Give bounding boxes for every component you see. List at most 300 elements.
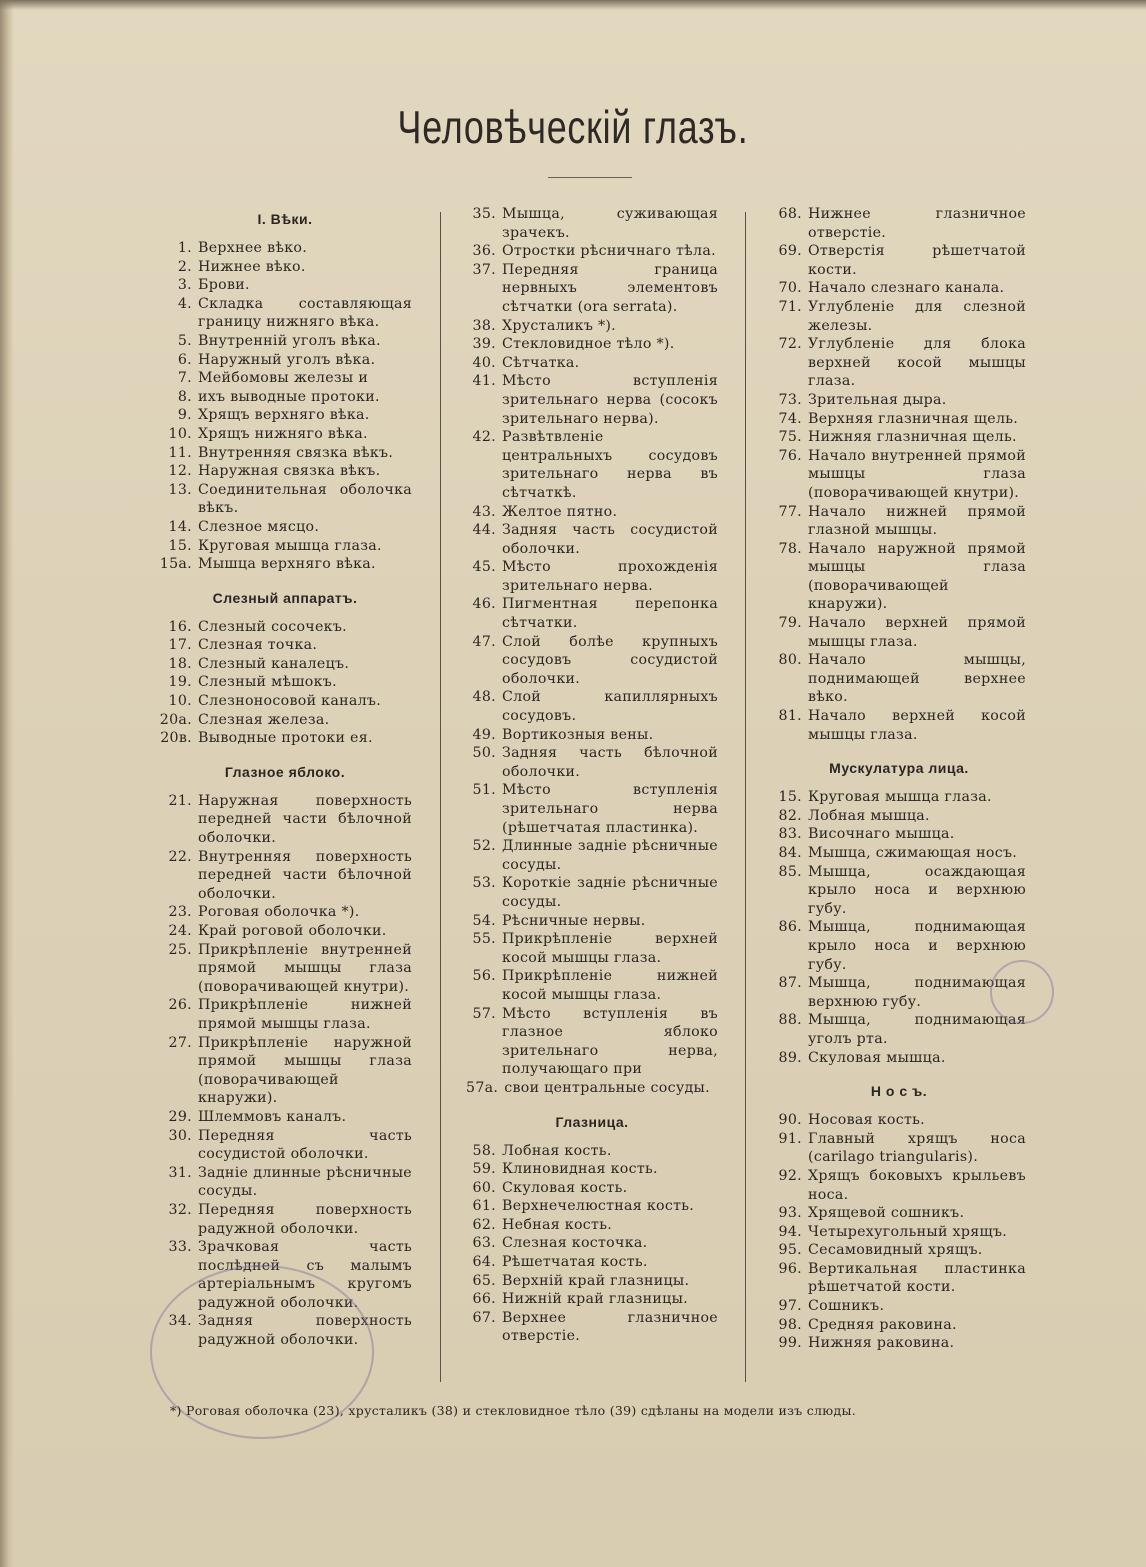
legend-item (158, 239, 412, 258)
item-text: Начало наружной прямой мышцы глаза (поворачивающей кнаружи). (808, 540, 1026, 613)
legend-item (772, 1204, 1026, 1223)
item-text: Слезная косточка. (502, 1235, 648, 1252)
item-number: 45. (472, 559, 496, 576)
legend-item (772, 1167, 1026, 1204)
legend-item (466, 372, 718, 428)
legend-item (158, 673, 412, 692)
item-number: 6. (177, 351, 192, 368)
item-text: Сошникъ. (808, 1298, 885, 1315)
item-text: Мышца верхняго вѣка. (198, 556, 376, 573)
legend-item (158, 711, 412, 730)
item-number: 14. (168, 518, 192, 535)
item-number: 11. (168, 444, 192, 461)
item-text: Начало верхней прямой мышцы глаза. (808, 615, 1026, 650)
item-number: 15а. (159, 556, 192, 573)
legend-item (772, 651, 1026, 707)
item-text: Прикрѣпленіе нижней прямой мышцы глаза. (198, 997, 412, 1032)
legend-item (158, 996, 412, 1033)
legend-item (466, 558, 718, 595)
item-text: Рѣшетчатая кость. (502, 1254, 648, 1271)
column-divider-1 (440, 212, 441, 1382)
item-number: 10. (168, 693, 192, 710)
item-number: 24. (168, 923, 192, 939)
item-number: 79. (778, 615, 802, 632)
item-text: Мейбомовы железы и (198, 370, 369, 387)
legend-item (466, 335, 718, 354)
item-number: 41. (472, 373, 496, 390)
item-number: 58. (472, 1142, 496, 1159)
column-2 (466, 205, 718, 1356)
legend-item (158, 406, 412, 425)
item-number: 25. (168, 941, 192, 958)
item-number: 35. (472, 206, 496, 222)
item-text: Задняя поверхность радужной оболочки. (198, 1313, 412, 1349)
legend-item (158, 388, 412, 407)
item-number: 84. (778, 845, 802, 861)
item-text: Задняя часть бѣлочной оболочки. (502, 745, 718, 780)
legend-item (466, 1142, 718, 1161)
item-number: 27. (168, 1034, 192, 1051)
item-text: Хрящъ боковыхъ крыльевъ носа. (808, 1167, 1026, 1203)
item-text: Нижняя раковина. (808, 1335, 955, 1352)
legend-item (772, 1130, 1026, 1167)
legend-item (466, 1197, 718, 1216)
item-text: Верхнее глазничное отверстіе. (502, 1309, 718, 1345)
item-number: 32. (168, 1201, 192, 1218)
item-text: Роговая оболочка *). (198, 904, 360, 921)
item-text: свои центральные сосуды. (504, 1079, 710, 1096)
legend-item (772, 279, 1026, 298)
legend-item (466, 1309, 718, 1346)
item-number: 47. (472, 633, 496, 650)
item-text: Длинные задніе рѣсничные сосуды. (502, 838, 718, 873)
item-text: Слой капиллярныхъ сосудовъ. (502, 689, 718, 725)
item-number: 43. (472, 503, 496, 520)
item-text: Нижнее вѣко. (198, 258, 306, 275)
legend-item (772, 205, 1026, 242)
item-text: Желтое пятно. (502, 503, 618, 520)
item-number: 70. (778, 280, 802, 297)
item-text: Клиновидная кость. (502, 1161, 658, 1178)
item-number: 57. (472, 1005, 496, 1022)
legend-item (158, 369, 412, 388)
item-number: 10. (168, 425, 192, 442)
item-text: Верхнее вѣко. (198, 240, 308, 256)
legend-item (772, 707, 1026, 744)
item-text: Носовая кость. (808, 1112, 925, 1129)
item-text: Нижнее глазничное отверстіе. (808, 206, 1026, 241)
item-number: 34. (168, 1313, 192, 1330)
item-number: 61. (472, 1198, 496, 1215)
ink-stamp-mark (990, 960, 1054, 1024)
item-number: 59. (472, 1161, 496, 1178)
item-number: 74. (778, 410, 802, 427)
item-text: Край роговой оболочки. (198, 923, 387, 939)
item-number: 29. (168, 1108, 192, 1125)
item-number: 52. (472, 838, 496, 855)
item-text: Нижняя глазничная щель. (808, 429, 1017, 446)
item-text: Мѣсто вступленія зрительнаго нерва (сосокъ зрительнаго нерва). (502, 373, 718, 427)
item-text: Верхній край глазницы. (502, 1272, 690, 1289)
legend-item (466, 1290, 718, 1309)
legend-item (466, 428, 718, 502)
item-number: 3. (177, 277, 192, 294)
item-text: Отростки рѣсничнаго тѣла. (502, 243, 716, 260)
item-number: 12. (168, 463, 192, 480)
item-number: 5. (177, 332, 192, 349)
item-number: 98. (778, 1316, 802, 1333)
item-text: Хрящъ нижняго вѣка. (198, 425, 368, 442)
legend-item (466, 1079, 718, 1098)
legend-item (158, 692, 412, 711)
legend-item (772, 863, 1026, 919)
item-number: 20а. (159, 711, 192, 728)
legend-item (466, 595, 718, 632)
legend-item (772, 391, 1026, 410)
item-number: 30. (168, 1127, 192, 1144)
item-number: 95. (778, 1242, 802, 1259)
item-number: 19. (168, 674, 192, 691)
item-text: Зрительная дыра. (808, 391, 947, 408)
item-number: 69. (778, 243, 802, 260)
item-text: Прикрѣпленіе нижней косой мышцы глаза. (502, 968, 718, 1003)
item-text: Лобная мышца. (808, 807, 930, 824)
legend-item (158, 655, 412, 674)
item-text: Хрусталикъ *). (502, 317, 616, 334)
item-number: 40. (472, 354, 496, 371)
item-text: Прикрѣпленіе внутренней прямой мышцы глаза (поворачивающей кнутри). (198, 941, 412, 995)
legend-item (466, 633, 718, 689)
item-text: Развѣтвленіе центральныхъ сосудовъ зрительнаго нерва въ сѣтчаткѣ. (502, 429, 718, 501)
item-text: Короткіе задніе рѣсничные сосуды. (502, 875, 718, 910)
item-text: Сесамовидный хрящъ. (808, 1242, 983, 1259)
item-text: Начало внутренней прямой мышцы глаза (поворачивающей кнутри). (808, 447, 1026, 501)
legend-item (772, 1241, 1026, 1260)
item-number: 55. (472, 931, 496, 948)
item-text: Наружная поверхность передней части бѣлочной оболочки. (198, 792, 412, 847)
item-text: ихъ выводные протоки. (198, 388, 380, 405)
legend-item (772, 410, 1026, 429)
item-number: 64. (472, 1254, 496, 1271)
item-text: Стекловидное тѣло *). (502, 336, 675, 353)
legend-item (158, 1034, 412, 1108)
legend-item (158, 636, 412, 655)
item-text: Мышца, суживающая зрачекъ. (502, 206, 718, 241)
legend-item (158, 518, 412, 537)
title-divider (548, 177, 632, 178)
legend-item (772, 1334, 1026, 1353)
item-text: Скуловая мышца. (808, 1049, 946, 1066)
item-text: Соединительная оболочка вѣкъ. (198, 481, 412, 517)
item-text: Зрачковая часть послѣдней съ малымъ артеріальнымъ кругомъ радужной оболочки. (198, 1239, 412, 1311)
legend-item (158, 1164, 412, 1201)
item-number: 72. (778, 336, 802, 353)
legend-item (158, 481, 412, 518)
item-number: 90. (778, 1112, 802, 1129)
legend-item (772, 1011, 1026, 1048)
item-number: 42. (472, 429, 496, 446)
legend-item (772, 447, 1026, 503)
item-text: Мѣсто вступленія въ глазное яблоко зрительнаго нерва, получающаго при (502, 1005, 718, 1078)
item-text: Круговая мышца глаза. (808, 789, 992, 806)
legend-item (158, 444, 412, 463)
item-text: Пигментная перепонка сѣтчатки. (502, 596, 718, 632)
legend-item (158, 555, 412, 574)
legend-item (772, 614, 1026, 651)
item-number: 71. (778, 298, 802, 315)
item-text: Лобная кость. (502, 1142, 612, 1159)
item-text: Круговая мышца глаза. (198, 537, 382, 554)
item-text: Слой болѣе крупныхъ сосудовъ сосудистой оболочки. (502, 633, 718, 687)
item-text: Внутренняя поверхность передней части бѣлочной оболочки. (198, 848, 412, 902)
legend-item (158, 903, 412, 922)
item-text: Вертикальная пластинка рѣшетчатой кости. (808, 1260, 1026, 1296)
item-number: 31. (168, 1164, 192, 1181)
item-text: Верхнечелюстная кость. (502, 1198, 695, 1215)
item-text: Мышца, поднимающая верхнюю губу. (808, 975, 1026, 1010)
item-text: Мышца, поднимающая крыло носа и верхнюю губу. (808, 919, 1026, 973)
item-number: 73. (778, 391, 802, 408)
item-number: 17. (168, 637, 192, 654)
legend-item (466, 726, 718, 745)
legend-item (158, 792, 412, 848)
legend-item (158, 848, 412, 904)
item-text: Брови. (198, 277, 250, 294)
legend-item (772, 1260, 1026, 1297)
legend-item (158, 1201, 412, 1238)
item-number: 20в. (160, 730, 192, 747)
item-number: 38. (472, 317, 496, 334)
item-text: Углубленіе для слезной железы. (808, 298, 1026, 334)
item-text: Четырехугольный хрящъ. (808, 1223, 1008, 1240)
item-number: 37. (472, 261, 496, 278)
legend-item (466, 521, 718, 558)
legend-item (466, 1005, 718, 1079)
item-number: 86. (778, 919, 802, 936)
item-number: 9. (177, 407, 192, 424)
item-number: 68. (778, 206, 802, 222)
item-text: Мѣсто прохожденія зрительнаго нерва. (502, 559, 718, 594)
item-number: 15. (168, 537, 192, 554)
item-text: Височнаго мышца. (808, 826, 955, 843)
legend-item (772, 242, 1026, 279)
section-heading: Глазное яблоко. (224, 763, 346, 780)
section-heading: Мускулатура лица. (829, 760, 969, 777)
legend-item (772, 428, 1026, 447)
legend-item (158, 1127, 412, 1164)
item-text: Наружная связка вѣкъ. (198, 463, 381, 480)
item-number: 23. (168, 904, 192, 921)
page-title: Человѣческій глазъ. (397, 101, 749, 153)
legend-item (772, 825, 1026, 844)
section-heading: I. Вѣки. (257, 211, 313, 227)
item-number: 26. (168, 997, 192, 1014)
item-number: 7. (177, 370, 192, 387)
legend-item (772, 540, 1026, 614)
item-number: 49. (472, 726, 496, 743)
item-number: 88. (778, 1012, 802, 1029)
legend-item (466, 1234, 718, 1253)
legend-item (772, 503, 1026, 540)
item-number: 39. (472, 336, 496, 353)
footnote: *) Роговая оболочка (23), хрусталикъ (38) и стекловидное тѣло (39) сдѣланы на модели изъ слюды. (170, 1403, 856, 1418)
item-text: Углубленіе для блока верхней косой мышцы глаза. (808, 336, 1026, 390)
item-number: 92. (778, 1167, 802, 1184)
legend-item (466, 912, 718, 931)
worn-left-edge (0, 0, 14, 1567)
item-text: Складка составляющая границу нижняго вѣка. (198, 295, 412, 331)
legend-item (466, 317, 718, 336)
legend-item (158, 276, 412, 295)
item-number: 46. (472, 596, 496, 613)
item-text: Слезный мѣшокъ. (198, 674, 337, 691)
legend-item (772, 298, 1026, 335)
item-text: Отверстія рѣшетчатой кости. (808, 243, 1026, 278)
item-number: 76. (778, 447, 802, 464)
item-text: Слезный каналецъ. (198, 655, 350, 672)
legend-item (772, 844, 1026, 863)
item-number: 87. (778, 975, 802, 992)
item-text: Главный хрящъ носа (carilago triangularis). (808, 1130, 1026, 1166)
legend-item (158, 295, 412, 332)
item-number: 54. (472, 912, 496, 929)
item-text: Сѣтчатка. (502, 354, 580, 371)
item-text: Наружный уголъ вѣка. (198, 351, 376, 368)
item-number: 91. (778, 1130, 802, 1147)
item-number: 80. (778, 652, 802, 669)
item-number: 81. (778, 708, 802, 725)
item-text: Внутренняя связка вѣкъ. (198, 444, 394, 461)
item-number: 36. (472, 243, 496, 260)
item-number: 66. (472, 1291, 496, 1308)
item-text: Внутренній уголъ вѣка. (198, 332, 381, 349)
item-number: 22. (168, 848, 192, 865)
legend-item (158, 332, 412, 351)
item-number: 78. (778, 540, 802, 557)
section-heading: Слезный аппаратъ. (212, 589, 358, 606)
legend-item (466, 261, 718, 317)
item-number: 51. (472, 782, 496, 799)
item-text: Начало верхней косой мышцы глаза. (808, 708, 1026, 743)
item-number: 53. (472, 875, 496, 892)
legend-item (466, 837, 718, 874)
column-3 (772, 205, 1026, 1363)
item-number: 44. (472, 522, 496, 539)
item-number: 48. (472, 689, 496, 706)
legend-item (158, 1108, 412, 1127)
item-number: 4. (177, 295, 192, 312)
legend-item (466, 781, 718, 837)
legend-item (158, 941, 412, 997)
legend-item (158, 537, 412, 556)
item-text: Передняя часть сосудистой оболочки. (198, 1127, 412, 1163)
item-text: Начало нижней прямой глазной мышцы. (808, 503, 1026, 539)
section-heading: Глазница. (555, 1113, 629, 1130)
legend-item (466, 1272, 718, 1291)
item-text: Слезная точка. (198, 637, 318, 654)
legend-item (466, 688, 718, 725)
item-number: 33. (168, 1239, 192, 1256)
legend-item (466, 967, 718, 1004)
legend-item (772, 807, 1026, 826)
item-text: Начало слезнаго канала. (808, 280, 1005, 297)
legend-item (466, 503, 718, 522)
legend-item (772, 1316, 1026, 1335)
item-text: Передняя граница нервныхъ элементовъ сѣтчатки (ora serrata). (502, 261, 718, 315)
item-text: Хрящъ верхняго вѣка. (198, 407, 370, 424)
item-number: 77. (778, 503, 802, 520)
item-text: Небная кость. (502, 1216, 613, 1233)
item-number: 96. (778, 1260, 802, 1277)
item-text: Шлеммовъ каналъ. (198, 1108, 347, 1125)
item-number: 85. (778, 863, 802, 880)
item-number: 67. (472, 1309, 496, 1326)
legend-item (772, 788, 1026, 807)
item-text: Скуловая кость. (502, 1179, 628, 1196)
item-number: 63. (472, 1235, 496, 1252)
item-text: Верхняя глазничная щель. (808, 410, 1019, 427)
legend-item (158, 258, 412, 277)
item-text: Рѣсничные нервы. (502, 912, 646, 929)
legend-item (772, 1297, 1026, 1316)
item-number: 82. (778, 807, 802, 824)
item-text: Слезный сосочекъ. (198, 618, 347, 635)
item-text: Мѣсто вступленія зрительнаго нерва (рѣшетчатая пластинка). (502, 782, 718, 836)
item-text: Выводные протоки ея. (198, 730, 373, 747)
legend-item (772, 1223, 1026, 1242)
item-text: Задніе длинные рѣсничные сосуды. (198, 1164, 412, 1200)
legend-item (772, 1111, 1026, 1130)
item-text: Мышца, сжимающая носъ. (808, 845, 1018, 861)
column-divider-2 (745, 212, 746, 1382)
legend-item (772, 918, 1026, 974)
column-1 (158, 205, 412, 1360)
item-text: Мышца, поднимающая уголъ рта. (808, 1012, 1026, 1047)
item-text: Мышца, осаждающая крыло носа и верхнюю губу. (808, 863, 1026, 917)
legend-item (772, 1049, 1026, 1068)
item-text: Прикрѣпленіе верхней косой мышцы глаза. (502, 931, 718, 966)
item-number: 89. (778, 1049, 802, 1066)
item-text: Слезноносовой каналъ. (198, 693, 382, 710)
legend-item (772, 974, 1026, 1011)
legend-item (772, 335, 1026, 391)
worn-top-edge (0, 0, 1146, 10)
item-number: 65. (472, 1272, 496, 1289)
item-number: 13. (168, 481, 192, 498)
legend-item (466, 1253, 718, 1272)
item-number: 60. (472, 1179, 496, 1196)
item-number: 75. (778, 429, 802, 446)
item-number: 18. (168, 655, 192, 672)
item-text: Слезное мясцо. (198, 518, 320, 535)
item-number: 1. (177, 240, 192, 256)
item-text: Слезная железа. (198, 711, 330, 728)
item-text: Хрящевой сошникъ. (808, 1205, 965, 1222)
item-number: 62. (472, 1216, 496, 1233)
legend-item (158, 729, 412, 748)
item-number: 15. (778, 789, 802, 806)
legend-item (466, 205, 718, 242)
item-number: 93. (778, 1205, 802, 1222)
item-number: 21. (168, 792, 192, 809)
section-heading: Н о с ъ. (870, 1083, 928, 1100)
legend-item (158, 425, 412, 444)
legend-item (158, 351, 412, 370)
item-number: 2. (177, 258, 192, 275)
legend-item (466, 1160, 718, 1179)
item-number: 57а. (466, 1079, 499, 1096)
legend-item (158, 462, 412, 481)
